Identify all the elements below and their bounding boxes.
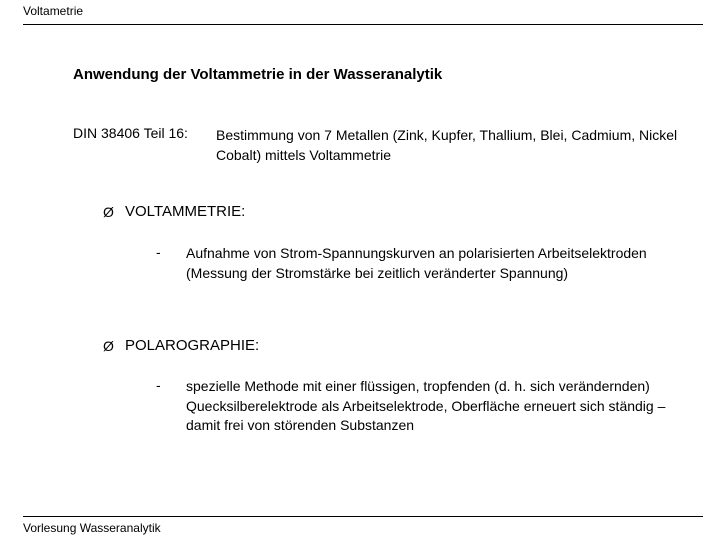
section-title: VOLTAMMETRIE:: [125, 203, 246, 220]
header-divider: [23, 24, 703, 25]
footer-text: Vorlesung Wasseranalytik: [23, 521, 161, 535]
section-voltammetrie-heading: [103, 203, 245, 220]
section-polarographie-heading: [103, 337, 259, 354]
section-polarographie-text: spezielle Methode mit einer flüssigen, tropfenden (d. h. sich verändernden) Quecksilberelektrode als Arbeitselektrode, Oberfläche erneuert sich ständig – damit frei von störenden Substanzen: [186, 378, 666, 433]
din-description: Bestimmung von 7 Metallen (Zink, Kupfer, Thallium, Blei, Cadmium, Nickel Cobalt) mittels Voltammetrie: [216, 127, 678, 163]
page-title: Anwendung der Voltammetrie in der Wasseranalytik: [73, 66, 443, 83]
footer-divider: [23, 516, 703, 517]
header-title: Voltametrie: [23, 4, 84, 18]
section-voltammetrie-text: Aufnahme von Strom-Spannungskurven an polarisierten Arbeitselektroden (Messung der Stromstärke bei zeitlich veränderter Spannung): [186, 245, 647, 281]
dash-bullet: -: [156, 377, 161, 393]
din-label: DIN 38406 Teil 16:: [73, 125, 188, 141]
arrow-bullet-icon: Ø: [103, 203, 114, 220]
dash-bullet: -: [156, 244, 161, 260]
arrow-bullet-icon: Ø: [103, 337, 114, 354]
section-title: POLAROGRAPHIE:: [125, 337, 260, 354]
